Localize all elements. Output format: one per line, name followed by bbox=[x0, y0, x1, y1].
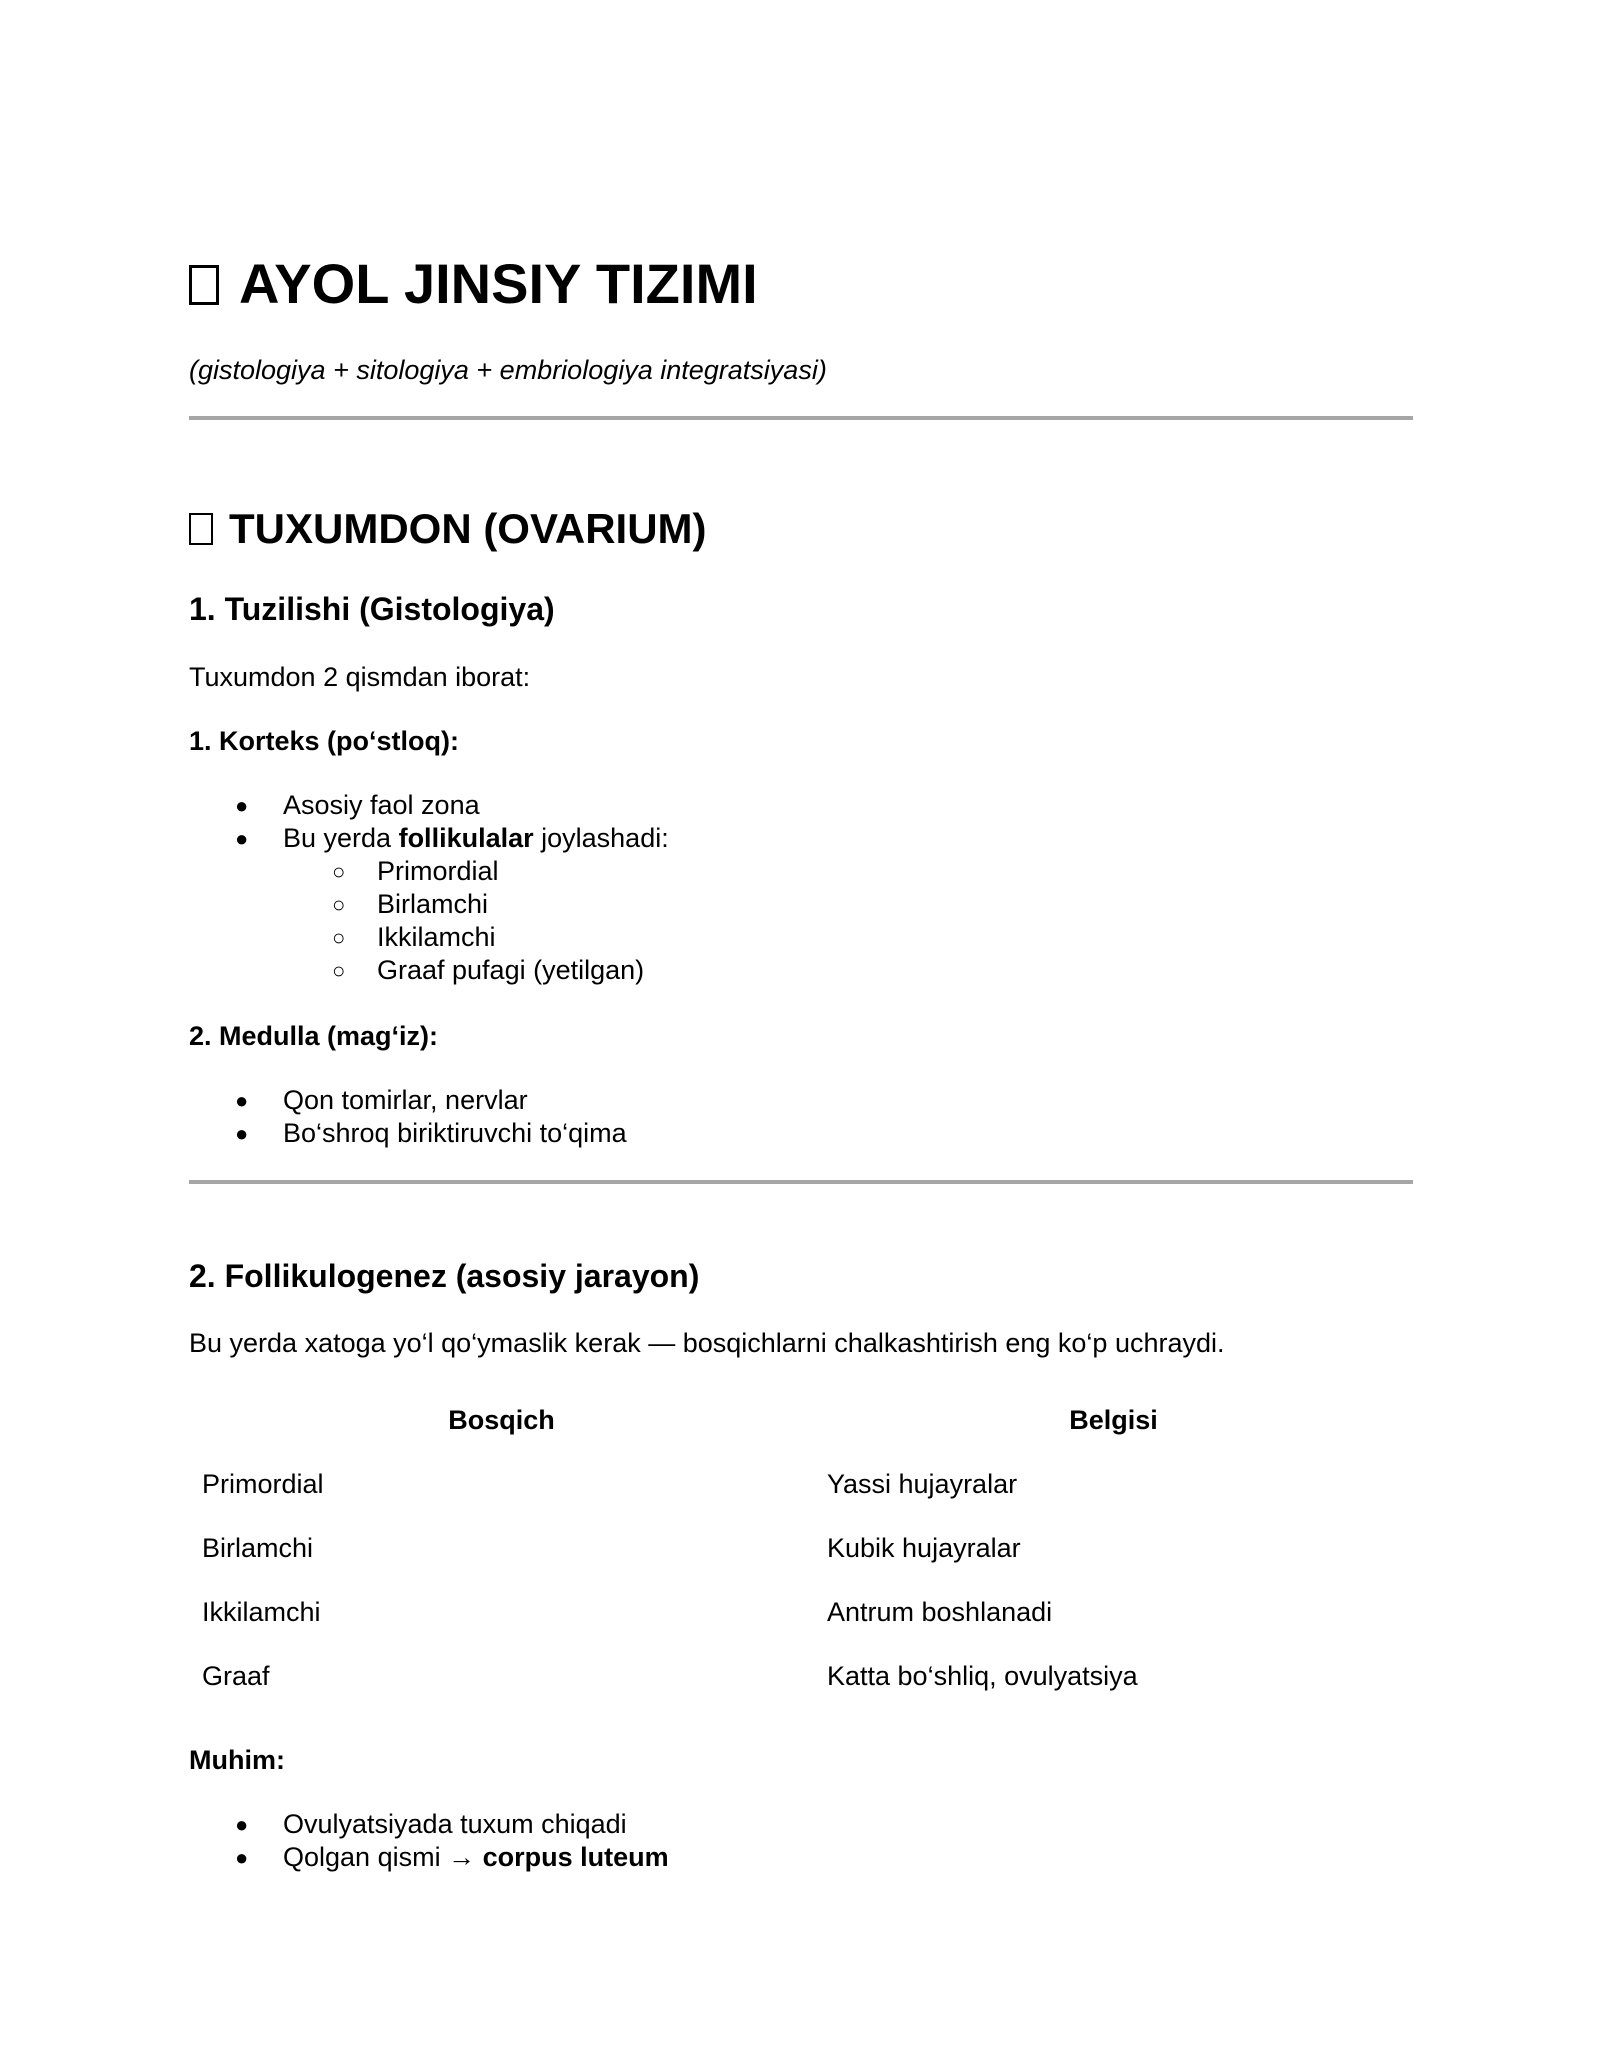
section-heading-text: TUXUMDON (OVARIUM) bbox=[229, 505, 707, 552]
list-item: ● Ovulyatsiyada tuxum chiqadi bbox=[189, 1808, 669, 1841]
list-item bbox=[189, 1841, 669, 1874]
muhim-label: Muhim: bbox=[189, 1745, 285, 1775]
subsection-heading: 1. Tuzilishi (Gistologiya) bbox=[189, 591, 555, 627]
table-header-cell: Belgisi bbox=[1069, 1404, 1158, 1435]
table-row bbox=[189, 1516, 1413, 1580]
subsection-heading: 2. Follikulogenez (asosiy jarayon) bbox=[189, 1258, 700, 1294]
intro-paragraph: Bu yerda xatoga yo‘l qo‘ymaslik kerak — bosqichlarni chalkashtirish eng ko‘p uchraydi. bbox=[189, 1328, 1225, 1358]
sub-list-item: ○ Birlamchi bbox=[283, 888, 669, 921]
table-cell: Graaf bbox=[202, 1660, 270, 1691]
sub-list-item: ○ Ikkilamchi bbox=[283, 921, 669, 954]
list-item-text: Asosiy faol zona bbox=[283, 790, 480, 820]
list-item-text: Bu yerda bbox=[283, 823, 399, 853]
sub-list-item: ○ Primordial bbox=[283, 855, 669, 888]
table-cell: Antrum boshlanadi bbox=[827, 1596, 1053, 1627]
horizontal-divider bbox=[189, 1180, 1413, 1184]
horizontal-divider bbox=[189, 416, 1413, 420]
table-row bbox=[189, 1580, 1413, 1644]
page-subtitle: (gistologiya + sitologiya + embriologiya integratsiyasi) bbox=[189, 355, 827, 385]
list-item bbox=[189, 822, 669, 987]
medulla-list bbox=[189, 1084, 627, 1150]
bold-term: follikulalar bbox=[398, 823, 534, 853]
table-header-cell: Bosqich bbox=[448, 1404, 555, 1435]
muhim-list bbox=[189, 1808, 669, 1874]
section-heading bbox=[189, 504, 707, 554]
table-cell: Primordial bbox=[202, 1468, 324, 1499]
table-cell: Ikkilamchi bbox=[202, 1596, 321, 1627]
table-cell: Yassi hujayralar bbox=[827, 1468, 1018, 1499]
list-item-text: joylashadi: bbox=[533, 823, 669, 853]
list-item-text: Qolgan qismi → bbox=[283, 1842, 483, 1872]
korteks-label: 1. Korteks (po‘stloq): bbox=[189, 726, 460, 756]
table-cell: Kubik hujayralar bbox=[827, 1532, 1021, 1563]
table-header-row bbox=[189, 1388, 1413, 1452]
table-cell: Katta bo‘shliq, ovulyatsiya bbox=[827, 1660, 1138, 1691]
missing-glyph-icon bbox=[189, 513, 213, 545]
follikulogenez-table bbox=[189, 1388, 1413, 1708]
list-item: ● Qon tomirlar, nervlar bbox=[189, 1084, 627, 1117]
bold-term: corpus luteum bbox=[482, 1842, 669, 1872]
medulla-label: 2. Medulla (mag‘iz): bbox=[189, 1021, 439, 1051]
table-cell: Birlamchi bbox=[202, 1532, 314, 1563]
missing-glyph-icon bbox=[189, 265, 219, 305]
table-row bbox=[189, 1452, 1413, 1516]
list-item bbox=[189, 789, 669, 822]
table-row bbox=[189, 1644, 1413, 1708]
follicle-types-list bbox=[283, 855, 669, 987]
sub-list-item: ○ Graaf pufagi (yetilgan) bbox=[283, 954, 669, 987]
list-item: ● Bo‘shroq biriktiruvchi to‘qima bbox=[189, 1117, 627, 1150]
intro-paragraph: Tuxumdon 2 qismdan iborat: bbox=[189, 662, 531, 692]
page-title-text: AYOL JINSIY TIZIMI bbox=[239, 252, 758, 315]
korteks-list bbox=[189, 789, 669, 987]
page-title bbox=[189, 252, 758, 316]
